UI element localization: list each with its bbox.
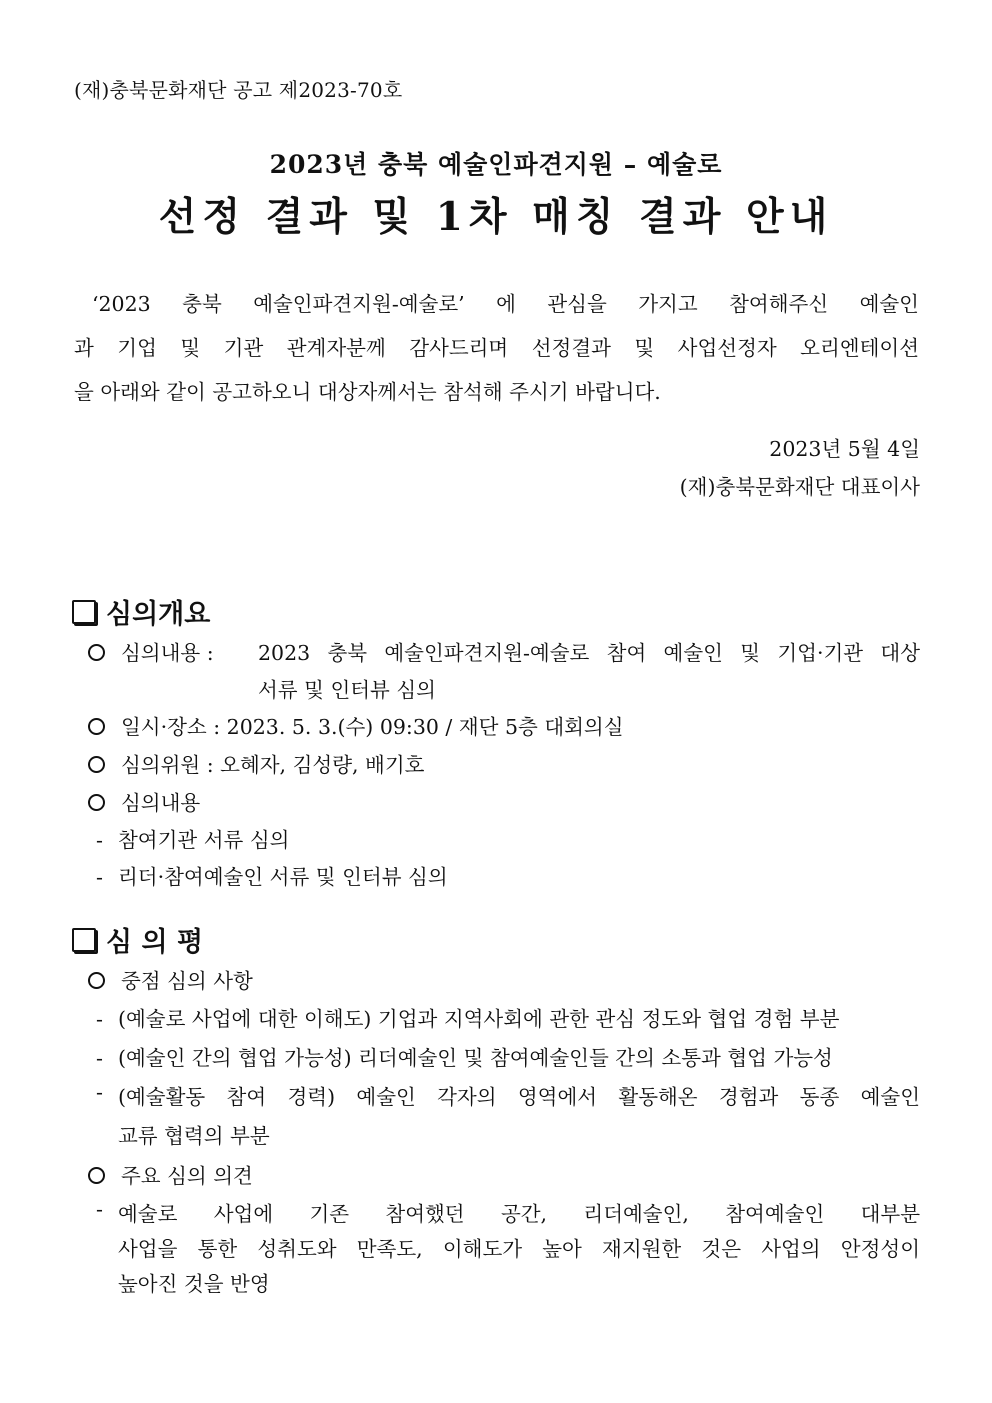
intro-line3: 을 아래와 같이 공고하오니 대상자께서는 참석해 주시기 바랍니다. <box>74 380 661 404</box>
notice-number: (재)충북문화재단 공고 제2023-70호 <box>74 78 403 102</box>
sub-item-text-cont: 높아진 것을 반영 <box>118 1272 270 1296</box>
sub-item-text: (예술로 사업에 대한 이해도) 기업과 지역사회에 관한 관심 정도와 협업 경험 부분 <box>118 1007 840 1031</box>
notice-date: 2023년 5월 4일 <box>769 437 920 461</box>
sub-item-text: 예술로 사업에 기존 참여했던 공간, 리더예술인, 참여예술인 대부분 <box>118 1202 920 1226</box>
item-text: 심의위원 : 오혜자, 김성량, 배기호 <box>121 753 425 777</box>
item-text: 주요 심의 의견 <box>121 1164 253 1188</box>
sub-item-text: 참여기관 서류 심의 <box>118 828 290 852</box>
item-text-cont: 서류 및 인터뷰 심의 <box>258 678 436 702</box>
section-title: 심의개요 <box>106 599 211 630</box>
title-line2: 선정 결과 및 1차 매칭 결과 안내 <box>158 194 834 240</box>
sub-item-text: (예술인 간의 협업 가능성) 리더예술인 및 참여예술인들 간의 소통과 협업 가능성 <box>118 1046 833 1070</box>
item-text: 심의내용 <box>121 791 201 815</box>
checkbox-square-icon <box>72 928 96 952</box>
sub-item <box>96 1041 833 1071</box>
circle-bullet-icon <box>88 972 105 989</box>
section-heading-overview <box>72 592 210 631</box>
sub-item-text-cont: 교류 협력의 부분 <box>118 1124 270 1148</box>
item-label: 심의내용 : <box>121 641 214 665</box>
sub-item-text: 리더·참여예술인 서류 및 인터뷰 심의 <box>118 865 448 889</box>
checkbox-square-icon <box>72 600 96 624</box>
dash-bullet: - <box>96 1046 103 1070</box>
item-text: 중점 심의 사항 <box>121 969 253 993</box>
circle-bullet-icon <box>88 644 105 661</box>
dash-bullet: - <box>96 1007 103 1031</box>
sub-item <box>96 1197 920 1227</box>
section-title: 심 의 평 <box>106 927 204 958</box>
dash-bullet: - <box>96 865 103 889</box>
intro-paragraph <box>74 282 919 414</box>
issuer: (재)충북문화재단 대표이사 <box>679 475 920 499</box>
sub-item <box>96 823 289 853</box>
list-item <box>88 710 624 740</box>
sub-item <box>96 1002 839 1032</box>
dash-bullet: - <box>96 828 103 852</box>
list-item <box>88 786 200 816</box>
circle-bullet-icon <box>88 718 105 735</box>
title-line1: 2023년 충북 예술인파견지원 – 예술로 <box>269 150 723 179</box>
sub-item <box>96 1080 920 1110</box>
list-item <box>88 636 214 666</box>
list-item <box>88 1159 253 1189</box>
sub-item-text: (예술활동 참여 경력) 예술인 각자의 영역에서 활동해온 경험과 동종 예술인 <box>118 1085 920 1109</box>
circle-bullet-icon <box>88 1167 105 1184</box>
list-item <box>88 964 253 994</box>
intro-line2: 과 기업 및 기관 관계자분께 감사드리며 선정결과 및 사업선정자 오리엔테이션 <box>74 336 919 360</box>
item-text: 2023 충북 예술인파견지원-예술로 참여 예술인 및 기업·기관 대상 <box>258 641 920 665</box>
circle-bullet-icon <box>88 756 105 773</box>
sub-item-text-cont: 사업을 통한 성취도와 만족도, 이해도가 높아 재지원한 것은 사업의 안정성이 <box>118 1237 920 1261</box>
list-item <box>88 748 424 778</box>
dash-bullet: - <box>96 1080 103 1104</box>
intro-line1: ‘2023 충북 예술인파견지원-예술로’ 에 관심을 가지고 참여해주신 예술인 <box>92 292 919 316</box>
sub-item <box>96 860 448 890</box>
item-text: 일시·장소 : 2023. 5. 3.(수) 09:30 / 재단 5층 대회의실 <box>121 715 624 739</box>
circle-bullet-icon <box>88 794 105 811</box>
dash-bullet: - <box>96 1197 103 1221</box>
section-heading-review <box>72 920 203 959</box>
